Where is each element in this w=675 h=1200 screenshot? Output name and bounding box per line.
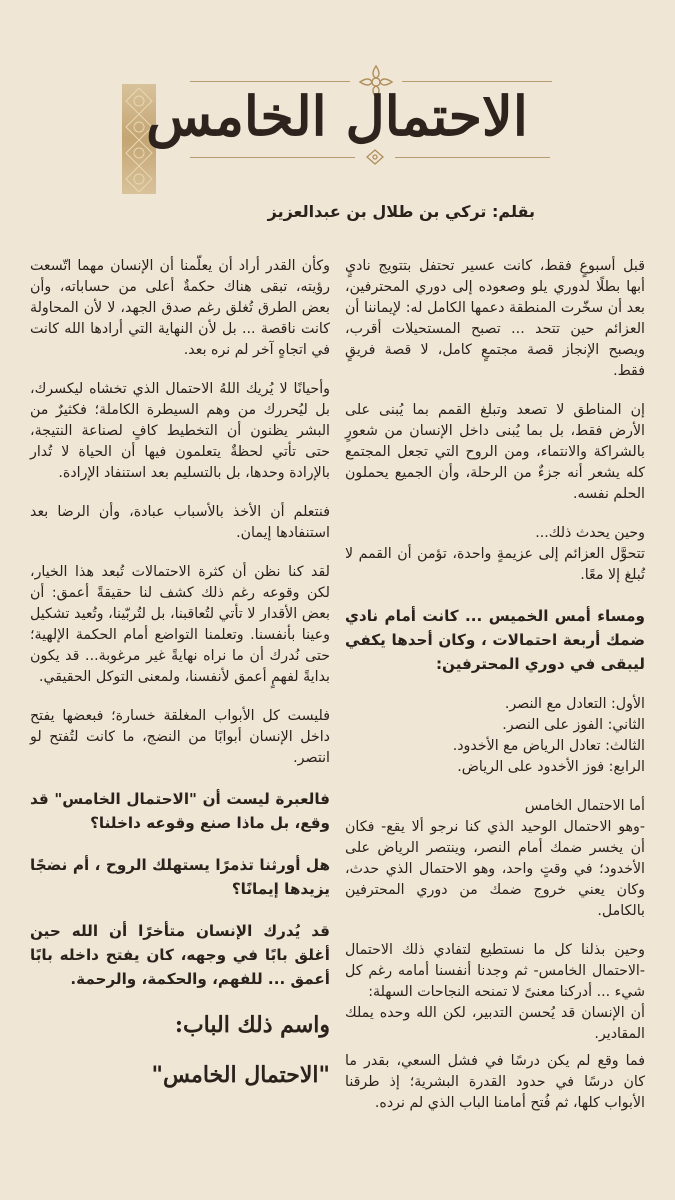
article-column-right bbox=[345, 256, 645, 1114]
probabilities-list bbox=[345, 694, 645, 778]
author-byline: بقلم: تركي بن طلال بن عبدالعزيز bbox=[267, 202, 535, 221]
paragraph: فما وقع لم يكن درسًا في فشل السعي، بقدر ما كان درسًا في حدود القدرة البشرية؛ إذ طرقنا الأبواب كلها، ثم فُتح أمامنا الباب الذي لم نرده. bbox=[345, 1053, 645, 1111]
ornament-line-right-bottom bbox=[395, 157, 550, 158]
paragraph: تتحوَّل العزائم إلى عزيمةٍ واحدة، تؤمن أن القمم لا تُبلغ إلا معًا. bbox=[345, 546, 645, 583]
ornament-line-left-top bbox=[190, 81, 350, 82]
paragraph: وحين يحدث ذلك... bbox=[535, 525, 645, 541]
paragraph: قبل أسبوعٍ فقط، كانت عسير تحتفل بتتويج ناديٍ أبها بطلًا لدوري يلو وصعوده إلى دوري المحترفين، بعد أن سخّرت المنطقة دعمها الكامل له: لإيماننا أن العزائم حين تتحد ... تصبح المستحيلات أقرب، ويصبح الإنجاز قصة مجتمعٍ كامل، لا قصة فريقٍ فقط. bbox=[345, 258, 645, 379]
paragraph: لقد كنا نظن أن كثرة الاحتمالات تُبعد هذا الخيار، لكن وقوعه رغم ذلك كشف لنا حقيقةً أعمق: أن بعض الأقدار لا تأتي لتُعاقبنا، بل لتُربّينا، وتُعيد تشكيل وعينا بأنفسنا. وتعلمنا التواضع أمام الحكمة الإلهية؛ حتى نُدرك أن ما نراه نهايةً غير مرغوبة... قد يكون بدايةً لفهمٍ أعمق لأنفسنا، ولمعنى التوكل الحقيقي. bbox=[30, 564, 330, 685]
paragraph: -وهو الاحتمال الوحيد الذي كنا نرجو ألا يقع- فكان أن يخسر ضمك أمام النصر، وينتصر الرياض على الأخدود؛ في وقتٍ واحد، وهو الاحتمال الذي حدث، وكان يعني خروج ضمك من دوري المحترفين بالكامل. bbox=[345, 819, 645, 919]
list-item: الثالث: تعادل الرياض مع الأخدود. bbox=[452, 738, 645, 754]
paragraph: فنتعلم أن الأخذ بالأسباب عبادة، وأن الرضا بعد استنفادها إيمان. bbox=[30, 504, 330, 541]
paragraph: وكأن القدر أراد أن يعلّمنا أن الإنسان مهما اتّسعت رؤيته، تبقى هناك حكمةٌ أعلى من حساباته، وأن بعض الطرق تُغلق رغم صدق الجهد، لا لأن المحاولة كانت ناقصة ... بل لأن النهاية التي أرادها الله كانت في اتجاهٍ آخر لم نره بعد. bbox=[30, 258, 330, 358]
paragraph-heading: أما الاحتمال الخامس bbox=[524, 798, 645, 814]
list-item: الرابع: فوز الأخدود على الرياض. bbox=[457, 759, 645, 775]
paragraph-bold: ومساء أمس الخميس ... كانت أمام نادي ضمك أربعة احتمالات ، وكان أحدها يكفي ليبقى في دوري المحترفين: bbox=[345, 607, 645, 673]
paragraph-bold: فالعبرة ليست أن "الاحتمال الخامس" قد وقع، بل ماذا صنع وقوعه داخلنا؟ bbox=[30, 790, 330, 832]
paragraph: وأحيانًا لا يُريك اللهُ الاحتمال الذي تخشاه ليكسرك، بل ليُحررك من وهم السيطرة الكاملة؛ فكثيرٌ من البشر يظنون أن التخطيط كافٍ لصناعة النتيجة، حتى تأتي لحظةٌ يتعلمون فيها أن الحياة لا تُدار بالإرادة وحدها، بل بالتسليم بعد استنفاد الإرادة. bbox=[30, 381, 330, 481]
diamond-ornament-icon bbox=[362, 148, 388, 166]
list-item: الثاني: الفوز على النصر. bbox=[502, 717, 645, 733]
paragraph: فليست كل الأبواب المغلقة خسارة؛ فبعضها يفتح داخل الإنسان أبوابًا من النضج، ما كانت لتُفتح لو انتصر. bbox=[30, 708, 330, 766]
paragraph-bold: هل أورثنا تذمرًا يستهلك الروح ، أم نضجًا يزيدها إيمانًا؟ bbox=[30, 856, 330, 898]
article-column-left bbox=[30, 256, 330, 1109]
paragraph: إن المناطق لا تصعد وتبلغ القمم بما يُبنى على الأرض فقط، بل بما يُبنى داخل الإنسان من شعورٍ بالشراكة والانتماء، ومن الروح التي تجعل المجتمع كله يشعر أنه جزءٌ من الرحلة، وأن الجميع يحملون الحلم نفسه. bbox=[345, 402, 645, 502]
article-title: الاحتمال الخامس bbox=[146, 84, 528, 148]
paragraph: وحين بذلنا كل ما نستطيع لتفادي ذلك الاحتمال -الاحتمال الخامس- ثم وجدنا أنفسنا أمامه رغم كل شيء ... أدركنا معنىً لا تمنحه النجاحات السهلة: bbox=[345, 942, 645, 1000]
paragraph: أن الإنسان قد يُحسن التدبير، لكن الله وحده يملك المقادير. bbox=[345, 1005, 645, 1042]
list-item: الأول: التعادل مع النصر. bbox=[504, 696, 645, 712]
ornament-line-left-bottom bbox=[190, 157, 355, 158]
closing-title: "الاحتمال الخامس" bbox=[151, 1062, 330, 1088]
ornament-line-right-top bbox=[402, 81, 552, 82]
closing-line: واسم ذلك الباب: bbox=[174, 1012, 330, 1038]
paragraph-bold: قد يُدرك الإنسان متأخرًا أن الله حين أغلق بابًا في وجهه، كان يفتح داخله بابًا أعمق ... للفهم، والحكمة، والرحمة. bbox=[30, 922, 330, 988]
